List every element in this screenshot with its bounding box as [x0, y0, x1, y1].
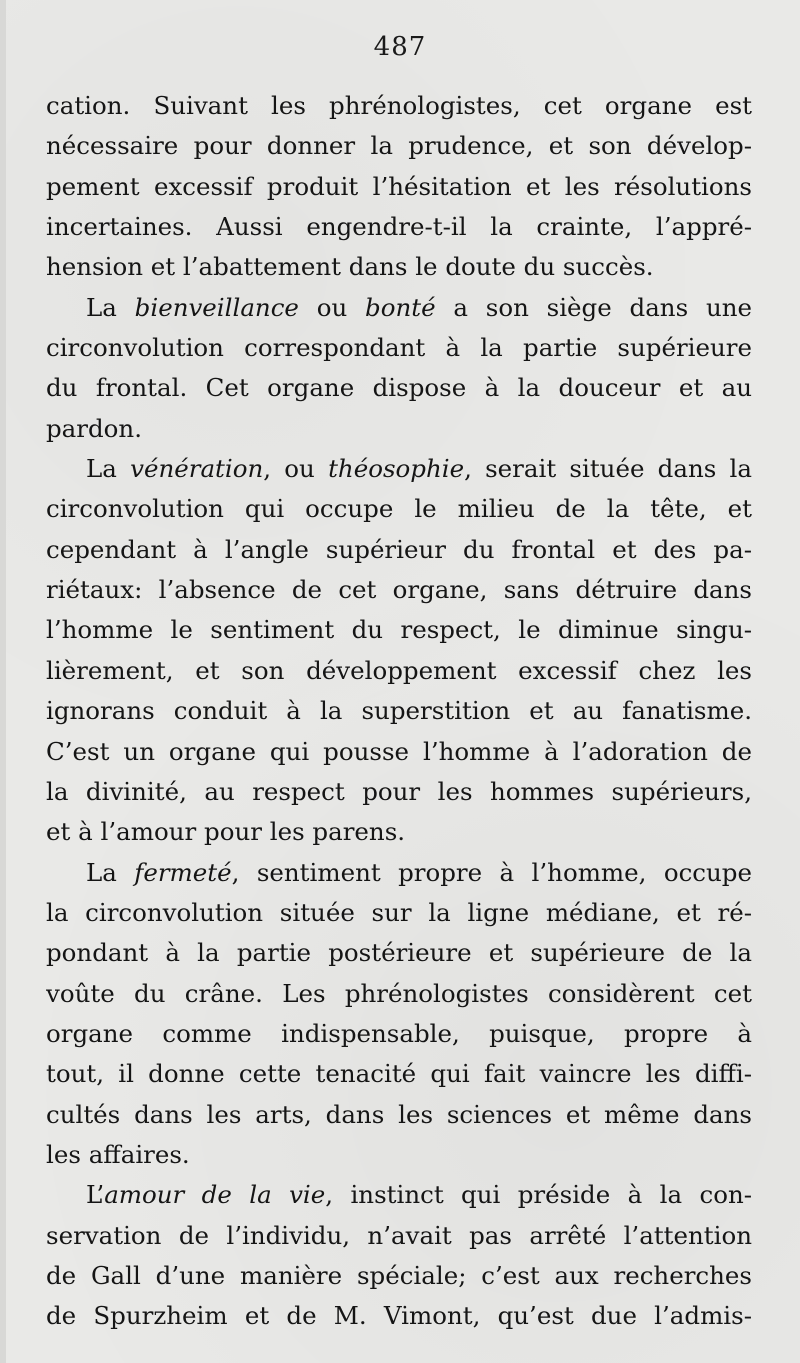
- text-run: , ou: [263, 454, 329, 484]
- text-line: [46, 610, 752, 650]
- text-line: [46, 974, 752, 1014]
- text-line: [46, 853, 752, 893]
- text-run: tout, il donne cette tenacité qui fait vaincre les diffi-: [46, 1059, 752, 1089]
- text-line: [46, 691, 752, 731]
- text-run: pardon.: [46, 413, 143, 443]
- text-run: L’: [86, 1180, 105, 1210]
- text-line: [46, 651, 752, 691]
- italic-term: vénération: [130, 454, 264, 484]
- text-run: du frontal. Cet organe dispose à la douceur et au: [46, 373, 752, 403]
- text-run: de Spurzheim et de M. Vimont, qu’est due l’admis-: [46, 1301, 752, 1331]
- text-line: [46, 328, 752, 368]
- text-run: et à l’amour pour les parens.: [46, 817, 406, 847]
- text-run: , serait située dans la: [464, 454, 752, 484]
- text-run: nécessaire pour donner la prudence, et son dévelop-: [46, 131, 752, 161]
- text-line: [46, 288, 752, 328]
- italic-term: amour de la vie: [104, 1180, 326, 1210]
- text-run: les affaires.: [46, 1139, 190, 1169]
- text-line: [46, 489, 752, 529]
- text-run: , instinct qui préside à la con-: [325, 1180, 752, 1210]
- text-run: a son siège dans une: [435, 292, 752, 322]
- text-line: [46, 247, 752, 287]
- italic-term: bienveillance: [134, 292, 299, 322]
- text-run: C’est un organe qui pousse l’homme à l’adoration de: [46, 736, 752, 766]
- text-run: La: [86, 292, 135, 322]
- text-run: incertaines. Aussi engendre-t-il la crainte, l’appré-: [46, 212, 752, 242]
- text-line: [46, 1054, 752, 1094]
- text-line: [46, 893, 752, 933]
- text-run: l’homme le sentiment du respect, le diminue singu-: [46, 615, 752, 645]
- text-run: cultés dans les arts, dans les sciences et même dans: [46, 1099, 752, 1129]
- text-line: [46, 368, 752, 408]
- text-line: [46, 126, 752, 166]
- text-line: [46, 772, 752, 812]
- text-run: organe comme indispensable, puisque, propre à: [46, 1018, 752, 1048]
- italic-term: bonté: [365, 292, 436, 322]
- text-line: [46, 409, 752, 449]
- text-line: [46, 1135, 752, 1175]
- text-run: servation de l’individu, n’avait pas arrêté l’attention: [46, 1220, 752, 1250]
- text-run: circonvolution correspondant à la partie supérieure: [46, 333, 752, 363]
- text-run: circonvolution qui occupe le milieu de la tête, et: [46, 494, 752, 524]
- text-run: voûte du crâne. Les phrénologistes considèrent cet: [46, 978, 752, 1008]
- page-edge: [0, 0, 6, 1363]
- text-line: [46, 1256, 752, 1296]
- text-line: [46, 86, 752, 126]
- text-run: pement excessif produit l’hésitation et les résolutions: [46, 171, 752, 201]
- text-line: [46, 1175, 752, 1215]
- text-run: lièrement, et son développement excessif chez les: [46, 655, 752, 685]
- text-run: de Gall d’une manière spéciale; c’est aux recherches: [46, 1260, 752, 1290]
- text-run: riétaux: l’absence de cet organe, sans détruire dans: [46, 575, 752, 605]
- text-run: , sentiment propre à l’homme, occupe: [231, 857, 752, 887]
- text-line: [46, 1216, 752, 1256]
- body-text: [46, 86, 752, 1337]
- italic-term: théosophie: [328, 454, 465, 484]
- italic-term: fermeté: [134, 857, 232, 887]
- text-line: [46, 933, 752, 973]
- text-line: [46, 1095, 752, 1135]
- text-run: La: [86, 454, 131, 484]
- text-line: [46, 207, 752, 247]
- text-run: cependant à l’angle supérieur du frontal et des pa-: [46, 534, 752, 564]
- text-line: [46, 449, 752, 489]
- text-line: [46, 1296, 752, 1336]
- text-line: [46, 812, 752, 852]
- text-run: ou: [298, 292, 366, 322]
- text-run: la circonvolution située sur la ligne médiane, et ré-: [46, 897, 752, 927]
- text-run: hension et l’abattement dans le doute du succès.: [46, 252, 654, 282]
- text-run: ignorans conduit à la superstition et au fanatisme.: [46, 696, 752, 726]
- text-line: [46, 570, 752, 610]
- text-line: [46, 530, 752, 570]
- page-number: 487: [373, 32, 427, 62]
- text-run: La: [86, 857, 135, 887]
- text-run: pondant à la partie postérieure et supérieure de la: [46, 938, 752, 968]
- text-run: cation. Suivant les phrénologistes, cet organe est: [46, 91, 752, 120]
- text-line: [46, 167, 752, 207]
- text-line: [46, 1014, 752, 1054]
- text-run: la divinité, au respect pour les hommes supérieurs,: [46, 776, 752, 806]
- text-line: [46, 732, 752, 772]
